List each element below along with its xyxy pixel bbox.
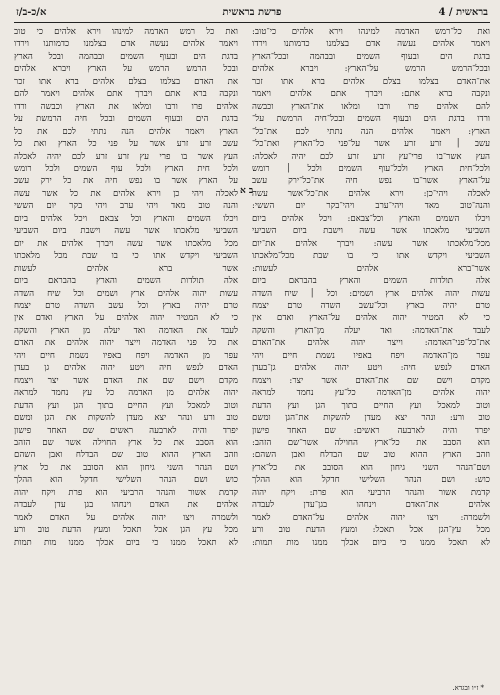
plain-text-line: השביעי ויקדש אתו כי בו שבת מכל מלאכתו <box>14 251 238 262</box>
plain-text-line: הוא הסבב את כל ארץ החוילה אשר שם הזהב <box>14 437 238 448</box>
chapter-verse-range: א/כ-ב/ז <box>16 7 47 18</box>
plain-text-line: כי לא המטיר יהוה אלהים על הארץ ואדם אין <box>14 313 238 324</box>
pointed-text-line: מכל עץ־הגן אכל תאכל: ומעץ הדעת טוב ורע <box>252 525 490 536</box>
pointed-text-line: לעבד את־האדמה: ואד יעלה מן־הארץ והשקה <box>252 325 490 336</box>
plain-text-line: מכל מלאכתו אשר עשה ויברך אלהים את יום <box>14 238 238 249</box>
pointed-text-line: מכל־מלאכתו אשר עשה: ויברך אלהים את־יום <box>252 238 490 249</box>
pointed-text-line: והנה־טוב מאד ויהי־ערב ויהי־בקר יום הששי: <box>252 201 490 212</box>
pointed-text-column <box>252 26 490 678</box>
pointed-text-line: ונקבה ברא אתם: ויברך אתם אלהים ויאמר <box>252 89 490 100</box>
plain-text-column <box>14 26 238 678</box>
plain-text-line: בדגת הים ובעוף השמים ובכל חיה הרמשת על <box>14 114 238 125</box>
pointed-text-line: ולשמרה: ויצו יהוה אלהים על־האדם לאמר <box>252 512 490 523</box>
pointed-text-line: עשב ׀ זרע זרע אשר על־פני כל־הארץ ואת־כל־ <box>252 139 490 150</box>
plain-text-line: לעבד את האדמה ואד יעלה מן הארץ והשקה <box>14 325 238 336</box>
plain-text-line: בדגת הים ובעוף השמים ובבהמה ובכל הארץ <box>14 51 238 62</box>
pointed-text-line: על־הארץ אשר־בו נפש חיה את־כל־ירק עשב <box>252 176 490 187</box>
plain-text-line: כוש ושם הנהר השלישי חדקל הוא ההלך <box>14 475 238 486</box>
pointed-text-line: ושם־הנהר השני גיחון הוא הסובב את כל־ארץ <box>252 462 490 473</box>
pointed-text-line: קדמת אשור והנהר הרביעי הוא פרת: ויקח יהוה <box>252 487 490 498</box>
page-label: בראשית / 4 <box>438 7 488 18</box>
plain-text-line: אלהים את האדם וינחהו בגן עדן לעבדה <box>14 500 238 511</box>
plain-text-line: ויכלו השמים והארץ וכל צבאם ויכל אלהים ביום <box>14 213 238 224</box>
plain-text-line: את האדם בצלמו בצלם אלהים ברא אתו זכר <box>14 76 238 87</box>
pointed-text-line: וזהב הארץ ההוא טוב שם הבדלח ואבן השהם: <box>252 450 490 461</box>
pointed-text-line: לאכלה ויהי־כן: וירא אלהים את־כל־אשר עשה <box>252 188 490 199</box>
pointed-text-line: ובכל־הרמש הרמש על־הארץ: ויברא אלהים <box>252 64 490 75</box>
pointed-text-line: השביעי מלאכתו אשר עשה וישבת ביום השביעי <box>252 226 490 237</box>
plain-text-line: עשב זרע זרע אשר על פני כל הארץ ואת כל <box>14 139 238 150</box>
pointed-text-line: טרם יהיה בארץ וכל־עשב השדה טרם יצמח <box>252 300 490 311</box>
plain-text-line: והנה טוב מאד ויהי ערב ויהי בקר יום הששי <box>14 201 238 212</box>
plain-text-line: עשות יהוה אלהים ארץ ושמים וכל שיח השדה <box>14 288 238 299</box>
pointed-text-line: אלהים את־האדם וינחהו בגן־עדן לעבדה <box>252 500 490 511</box>
plain-text-line: קדמת אשור והנהר הרביעי הוא פרת ויקח יהוה <box>14 487 238 498</box>
plain-text-line: וטוב למאכל ועץ החיים בתוך הגן ועץ הדעת <box>14 400 238 411</box>
pointed-text-line: אשר־ברא אלהים לעשות: <box>252 263 490 274</box>
plain-text-line: הארץ ויאמר אלהים הנה נתתי לכם את כל <box>14 126 238 137</box>
pointed-text-line: יהוה אלהים מן־האדמה כל־עץ נחמד למראה <box>252 388 490 399</box>
chapter-marker: ב א <box>240 186 254 196</box>
plain-text-line: טרם יהיה בארץ וכל עשב השדה טרם יצמח <box>14 300 238 311</box>
pointed-text-line: ולכל־חית הארץ ולכל־עוף השמים ולכל ׀ רומש <box>252 163 490 174</box>
plain-text-line: יהוה אלהים מן האדמה כל עץ נחמד למראה <box>14 388 238 399</box>
pointed-text-line: הארץ: ויאמר אלהים הנה נתתי לכם את־כל־ <box>252 126 490 137</box>
plain-text-line: ויאמר אלהים נעשה אדם בצלמנו כדמותנו וירדו <box>14 39 238 50</box>
text-columns <box>14 26 490 678</box>
plain-text-line: ובכל הרמש הרמש על הארץ ויברא אלהים <box>14 64 238 75</box>
pointed-text-line: את־האדם בצלמו בצלם אלהים ברא אתו זכר <box>252 76 490 87</box>
plain-text-line: העץ אשר בו פרי עץ זרע זרע לכם יהיה לאכלה <box>14 151 238 162</box>
pointed-text-line: הוא הסבב את כל־ארץ החוילה אשר־שם הזהב: <box>252 437 490 448</box>
plain-text-line: לאכלה ויהי כן וירא אלהים את כל אשר עשה <box>14 188 238 199</box>
plain-text-line: על הארץ אשר בו נפש חיה את כל ירק עשב <box>14 176 238 187</box>
plain-text-line: יפרד והיה לארבעה ראשים שם האחד פישון <box>14 425 238 436</box>
pointed-text-line: האדם לנפש חיה: ויטע יהוה אלהים גן־בעדן <box>252 363 490 374</box>
pointed-text-line: ויכלו השמים והארץ וכל־צבאם: ויכל אלהים ביום <box>252 213 490 224</box>
pointed-text-line: ואת כל־רמש האדמה למינהו וירא אלהים כי־טוב: <box>252 27 490 37</box>
pointed-text-line: עשות יהוה אלהים ארץ ושמים: וכל ׀ שיח השדה <box>252 288 490 299</box>
pointed-text-line: העץ אשר־בו פרי־עץ זרע זרע לכם יהיה לאכלה: <box>252 151 490 162</box>
pointed-text-line: עפר מן־האדמה ויפח באפיו נשמת חיים ויהי <box>252 350 490 361</box>
portion-title: פרשת בראשית <box>222 7 282 18</box>
pointed-text-line: כוש: ושם הנהר השלישי חדקל הוא ההלך <box>252 475 490 486</box>
plain-text-line: ונקבה ברא אתם ויברך אתם אלהים ויאמר להם <box>14 89 238 100</box>
pointed-text-line: השביעי ויקדש אתו כי בו שבת מכל־מלאכתו <box>252 251 490 262</box>
plain-text-line: עפר מן האדמה ויפח באפיו נשמת חיים ויהי <box>14 350 238 361</box>
plain-text-line: טוב ורע ונהר יצא מעדן להשקות את הגן ומשם <box>14 413 238 424</box>
plain-text-line: ולכל חית הארץ ולכל עוף השמים ולכל רומש <box>14 163 238 174</box>
plain-text-line: וזהב הארץ ההוא טוב שם הבדלח ואבן השהם <box>14 450 238 461</box>
pointed-text-line: ויאמר אלהים נעשה אדם בצלמנו כדמותנו וירדו <box>252 39 490 50</box>
page <box>14 6 490 686</box>
pointed-text-line: ורדו בדגת הים ובעוף השמים ובכל־חיה הרמשת על־ <box>252 114 490 125</box>
pointed-text-line: אלה תולדות השמים והארץ בהבראם ביום <box>252 276 490 287</box>
plain-text-line: ושם הנהר השני גיחון הוא הסובב את כל ארץ <box>14 462 238 473</box>
pointed-text-line: טוב ורע: ונהר יצא מעדן להשקות את־הגן ומשם <box>252 413 490 424</box>
plain-text-line: את כל פני האדמה וייצר יהוה אלהים את האדם <box>14 338 238 349</box>
plain-text-line: אלה תולדות השמים והארץ בהבראם ביום <box>14 276 238 287</box>
pointed-text-line: וטוב למאכל ועץ החיים בתוך הגן ועץ הדעת <box>252 400 490 411</box>
pointed-text-line: לא תאכל ממנו כי ביום אכלך ממנו מות תמות: <box>252 537 490 548</box>
pointed-text-line: להם אלהים פרו ורבו ומלאו את־הארץ וכבשה <box>252 101 490 112</box>
pointed-text-line: בדגת הים ובעוף השמים ובבהמה ובכל־הארץ <box>252 51 490 62</box>
page-header <box>14 6 490 23</box>
plain-text-line: מקדם וישם שם את האדם אשר יצר ויצמח <box>14 375 238 386</box>
pointed-text-line: יפרד והיה לארבעה ראשים: שם האחד פישון <box>252 425 490 436</box>
plain-text-line: לא תאכל ממנו כי ביום אכלך ממנו מות תמות <box>14 537 238 548</box>
plain-text-line: אלהים פרו ורבו ומלאו את הארץ וכבשה ורדו <box>14 101 238 112</box>
pointed-text-line: כי לא המטיר יהוה אלהים על־הארץ ואדם אין <box>252 313 490 324</box>
footnote: * ז״ו ובגדא. <box>452 684 484 692</box>
plain-text-line: ולשמרה ויצו יהוה אלהים על האדם לאמר <box>14 512 238 523</box>
pointed-text-line: מקדם וישם שם את־האדם אשר יצר: ויצמח <box>252 375 490 386</box>
plain-text-line: אשר ברא אלהים לעשות <box>14 263 238 274</box>
plain-text-line: השביעי מלאכתו אשר עשה וישבת ביום השביעי <box>14 226 238 237</box>
plain-text-line: האדם לנפש חיה ויטע יהוה אלהים גן בעדן <box>14 363 238 374</box>
plain-text-line: ואת כל רמש האדמה למינהו וירא אלהים כי טוב <box>14 27 238 37</box>
pointed-text-line: את־כל־פני־האדמה: וייצר יהוה אלהים את־האדם <box>252 338 490 349</box>
plain-text-line: מכל עץ הגן אכל תאכל ומעץ הדעת טוב ורע <box>14 525 238 536</box>
